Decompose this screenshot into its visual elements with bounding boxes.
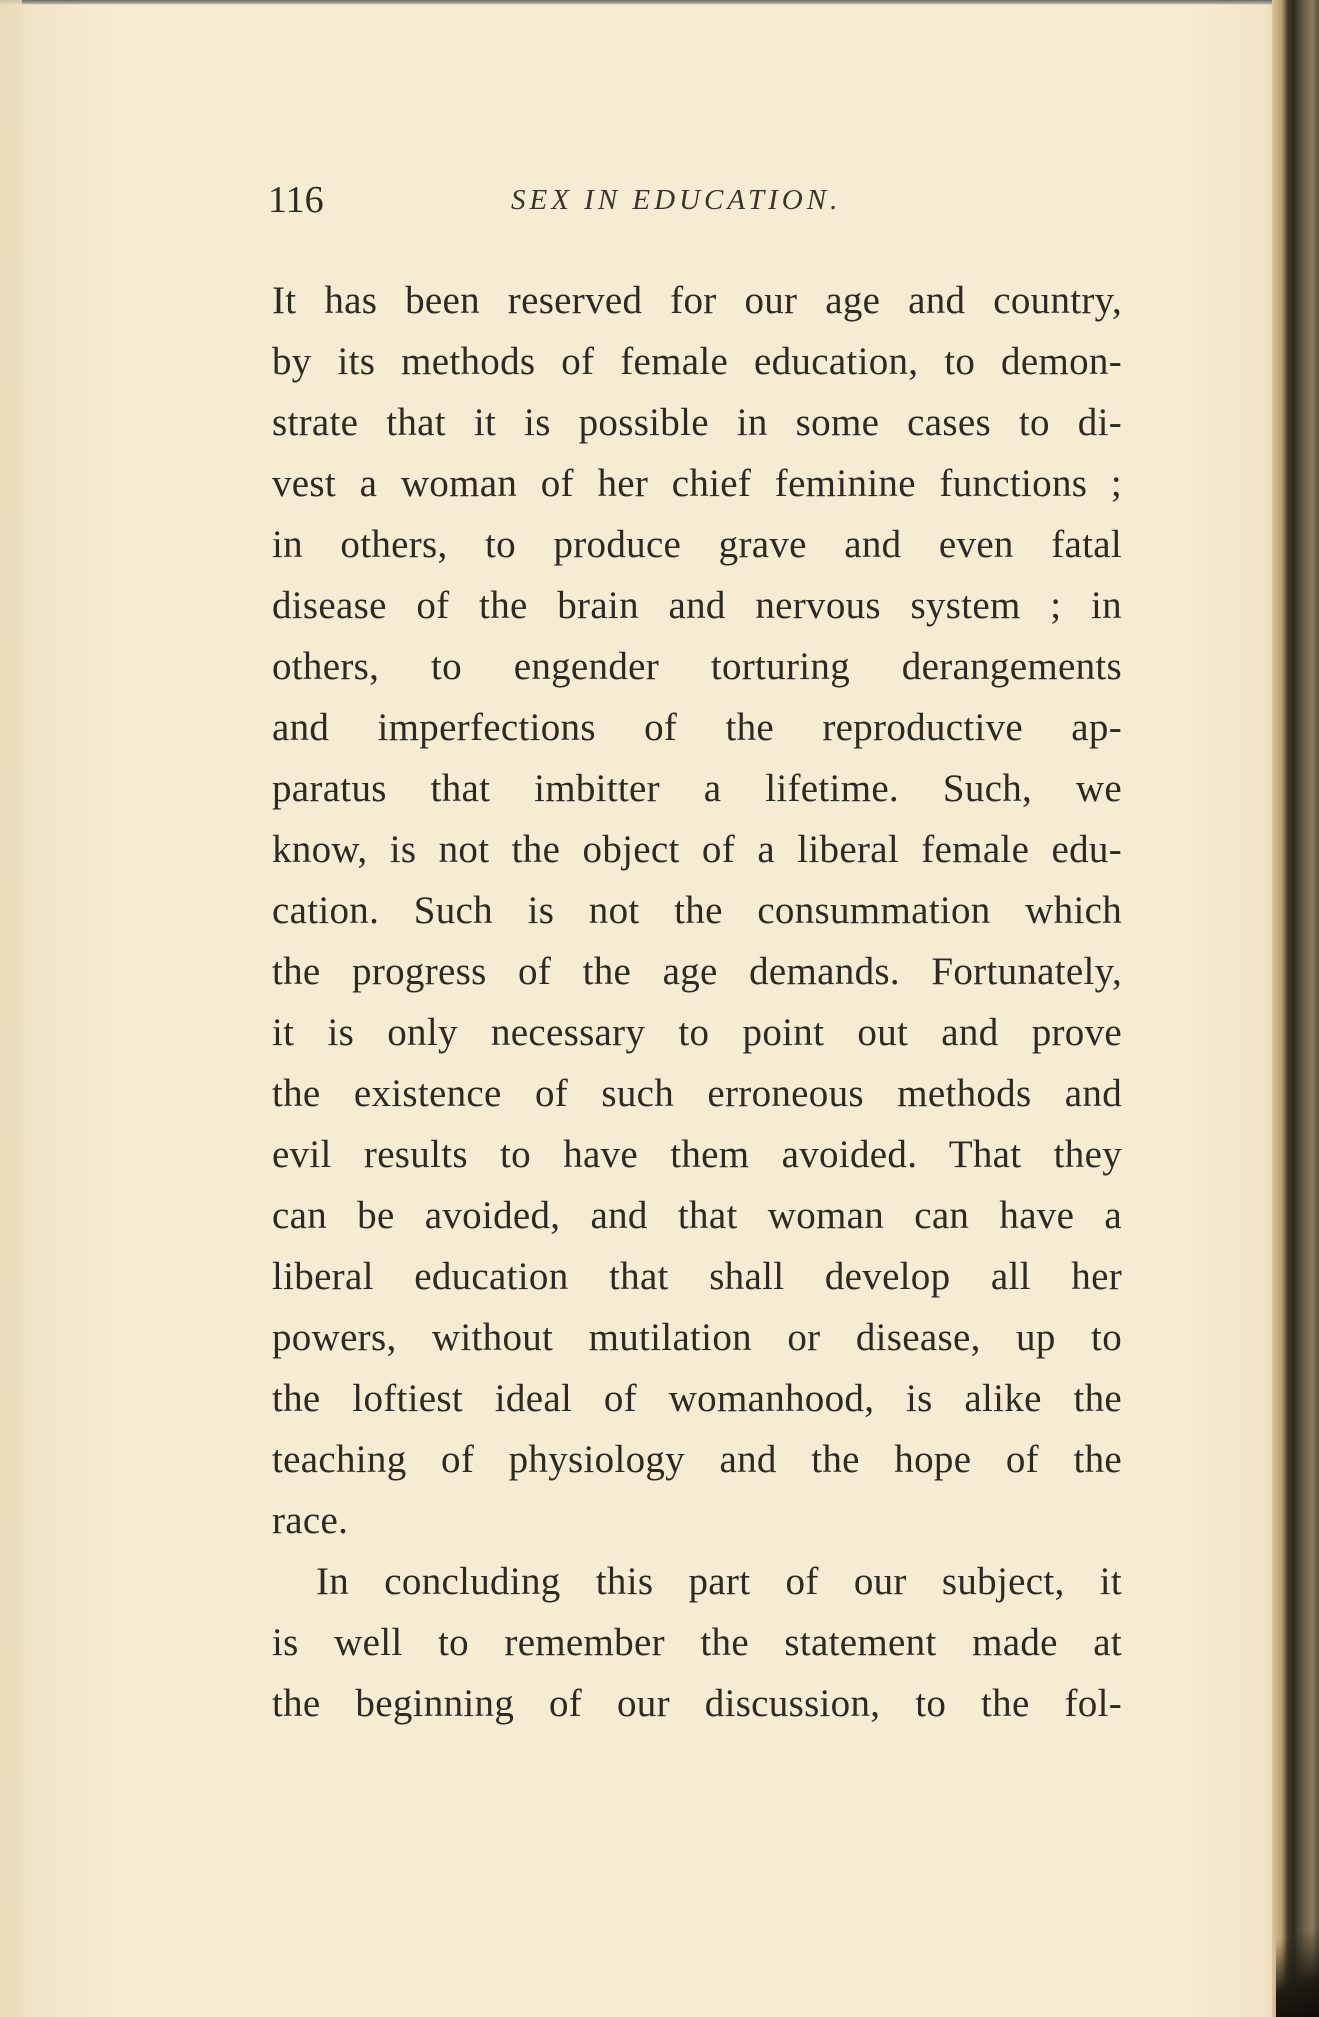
text-line: can be avoided, and that woman can have a — [272, 1194, 1122, 1237]
page-right-edge — [1272, 0, 1319, 2017]
text-line: the progress of the age demands. Fortunately, — [272, 950, 1122, 993]
text-line: In concluding this part of our subject, it — [316, 1560, 1122, 1603]
text-line: teaching of physiology and the hope of the — [272, 1438, 1122, 1481]
page-top-edge — [0, 0, 1280, 5]
text-line: and imperfections of the reproductive ap- — [272, 706, 1122, 749]
page-header — [268, 170, 1118, 230]
text-line: evil results to have them avoided. That they — [272, 1133, 1122, 1176]
running-title: SEX IN EDUCATION. — [511, 184, 842, 216]
text-line: know, is not the object of a liberal female edu- — [272, 828, 1122, 871]
text-line: it is only necessary to point out and prove — [272, 1011, 1122, 1054]
text-line: liberal education that shall develop all her — [272, 1255, 1122, 1298]
text-line: paratus that imbitter a lifetime. Such, we — [272, 767, 1122, 810]
text-line: the loftiest ideal of womanhood, is alike the — [272, 1377, 1122, 1420]
text-line: is well to remember the statement made at — [272, 1621, 1122, 1664]
text-line: in others, to produce grave and even fatal — [272, 523, 1122, 566]
text-line: the beginning of our discussion, to the fol- — [272, 1682, 1122, 1725]
body-text — [272, 270, 1122, 1734]
text-line: cation. Such is not the consummation which — [272, 889, 1122, 932]
text-line: powers, without mutilation or disease, up to — [272, 1316, 1122, 1359]
book-gutter — [0, 0, 22, 2017]
text-line: strate that it is possible in some cases to di- — [272, 401, 1122, 444]
page-corner-shadow — [1276, 1880, 1319, 2017]
text-line: the existence of such erroneous methods and — [272, 1072, 1122, 1115]
text-line: by its methods of female education, to demon- — [272, 340, 1122, 383]
text-line: vest a woman of her chief feminine functions ; — [272, 462, 1122, 505]
text-line: disease of the brain and nervous system ; in — [272, 584, 1122, 627]
text-line: others, to engender torturing derangements — [272, 645, 1122, 688]
page-number: 116 — [268, 179, 324, 221]
text-line: race. — [272, 1499, 349, 1542]
text-line: It has been reserved for our age and country, — [272, 279, 1122, 322]
